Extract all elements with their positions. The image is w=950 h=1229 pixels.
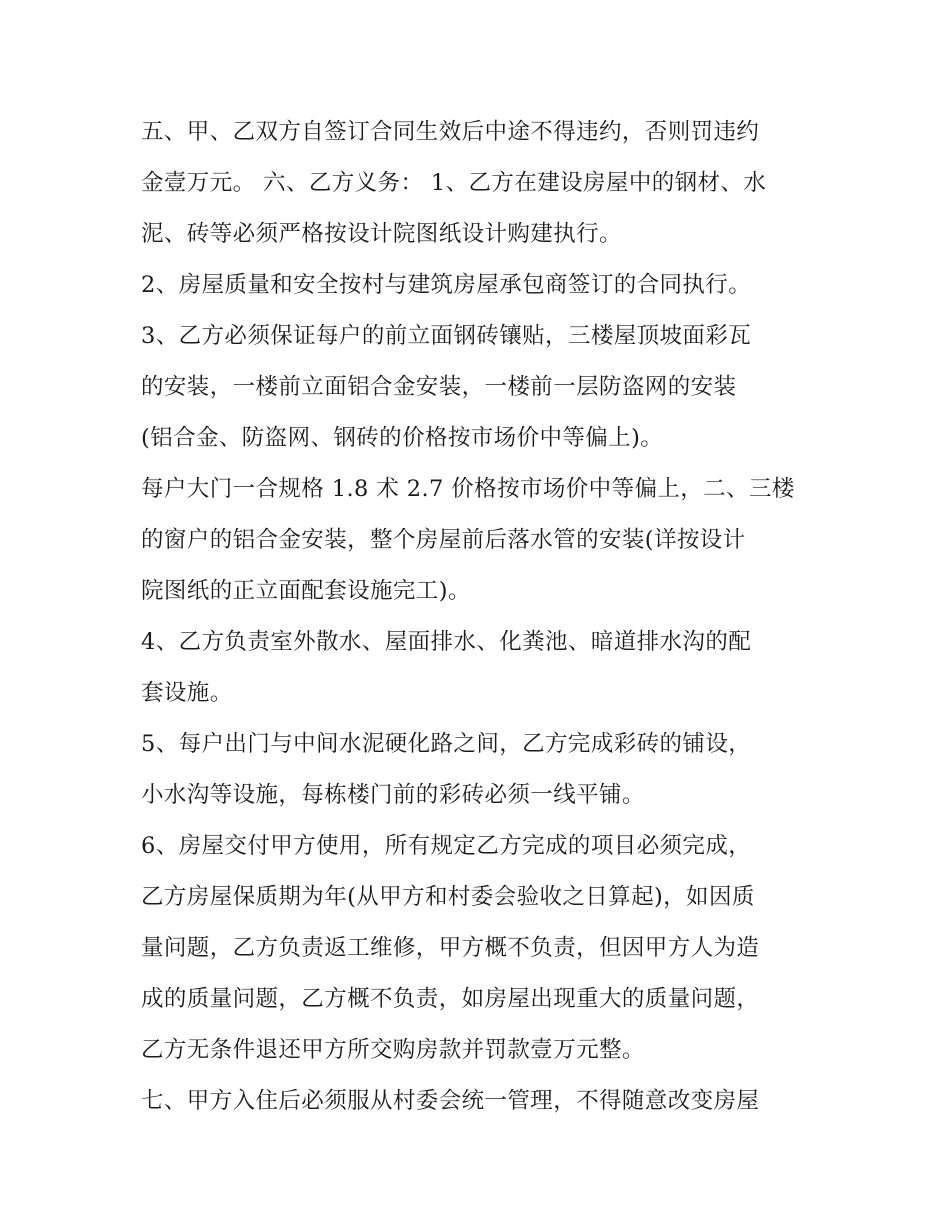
text-line: 的安装，一楼前立面铝合金安装，一楼前一层防盗网的安装 [141, 374, 737, 400]
text-line: 的窗户的铝合金安装，整个房屋前后落水管的安装(详按设计 [141, 527, 746, 553]
text-line: 泥、砖等必须严格按设计院图纸设计购建执行。 [141, 221, 622, 247]
text-line: 套设施。 [141, 680, 233, 706]
text-line: 6、房屋交付甲方使用，所有规定乙方完成的项目必须完成， [141, 833, 752, 859]
text-line: 每户大门一合规格 1.8 术 2.7 价格按市场价中等偏上，二、三楼 [141, 476, 795, 502]
text-line: 院图纸的正立面配套设施完工)。 [141, 578, 471, 604]
text-line: 七、甲方入住后必须服从村委会统一管理，不得随意改变房屋 [141, 1088, 760, 1114]
text-line: 4、乙方负责室外散水、屋面排水、化粪池、暗道排水沟的配 [141, 629, 752, 655]
text-line: 3、乙方必须保证每户的前立面钢砖镶贴，三楼屋顶坡面彩瓦 [141, 323, 752, 349]
text-line: 五、甲、乙双方自签订合同生效后中途不得违约，否则罚违约 [141, 119, 760, 145]
document-body [141, 107, 821, 1127]
text-line: 金壹万元。 六、乙方义务： 1、乙方在建设房屋中的钢材、水 [141, 170, 767, 196]
text-line: 5、每户出门与中间水泥硬化路之间，乙方完成彩砖的铺设， [141, 731, 752, 757]
text-line: 乙方房屋保质期为年(从甲方和村委会验收之日算起)，如因质 [141, 884, 755, 910]
text-line: 2、房屋质量和安全按村与建筑房屋承包商签订的合同执行。 [141, 272, 752, 298]
text-line: 乙方无条件退还甲方所交购房款并罚款壹万元整。 [141, 1037, 645, 1063]
text-line: 成的质量问题，乙方概不负责，如房屋出现重大的质量问题， [141, 986, 760, 1012]
text-line: 小水沟等设施，每栋楼门前的彩砖必须一线平铺。 [141, 782, 645, 808]
text-line: 量问题，乙方负责返工维修，甲方概不负责，但因甲方人为造 [141, 935, 760, 961]
text-line: (铝合金、防盗网、钢砖的价格按市场价中等偏上)。 [141, 425, 664, 451]
